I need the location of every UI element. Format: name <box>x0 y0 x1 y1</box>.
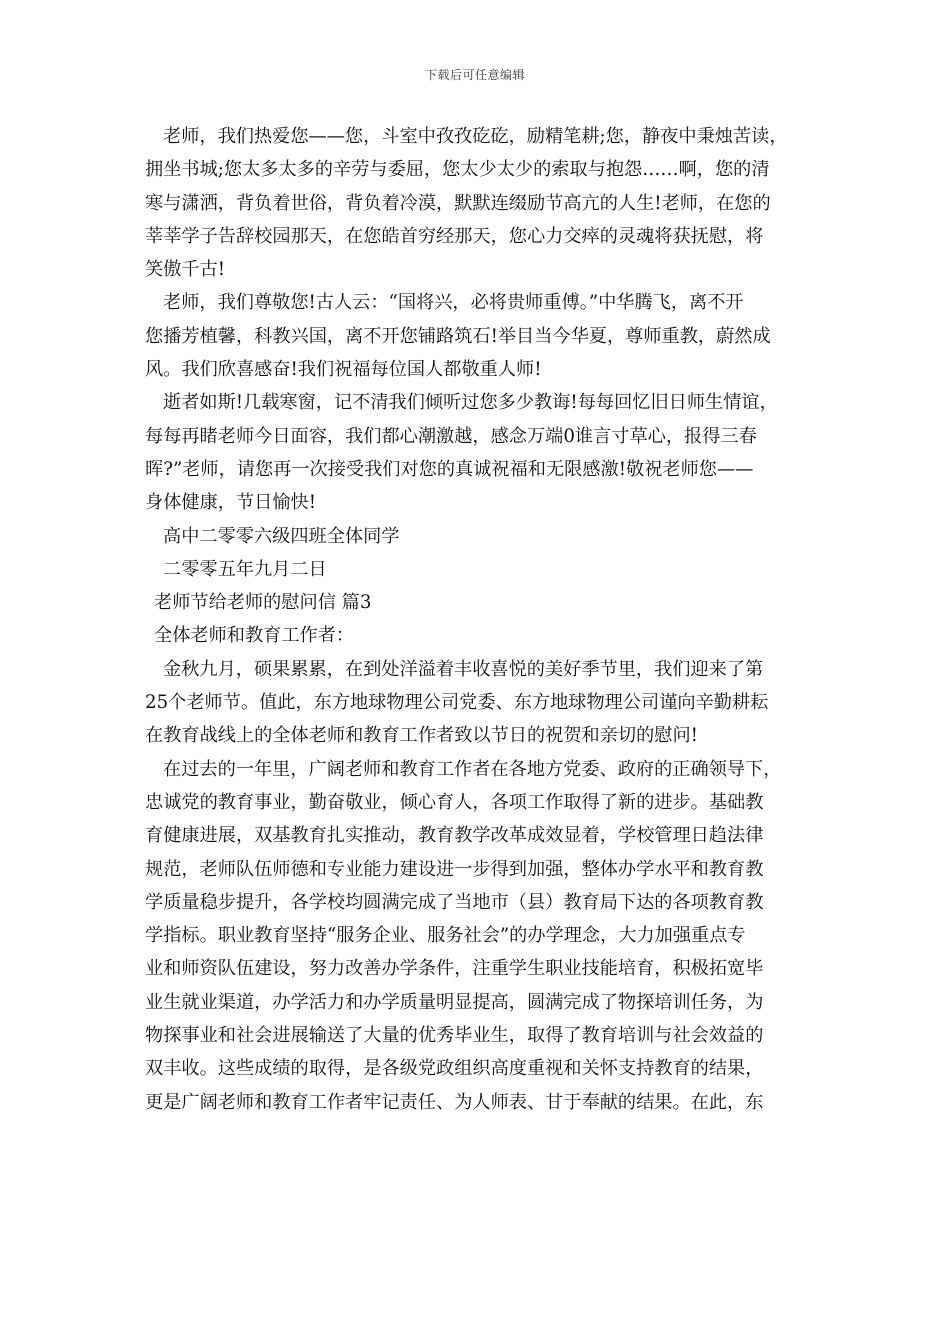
text-line: 晖?”老师，请您再一次接受我们对您的真诚祝福和无限感激!敬祝老师您—— <box>145 458 754 480</box>
text-line: 寒与潇洒，背负着世俗，背负着冷漠，默默连缀励节高亢的人生!老师，在您的 <box>145 192 771 214</box>
text-line: 忠诚党的教育事业，勤奋敬业，倾心育人，各项工作取得了新的进步。基础教 <box>145 791 764 813</box>
text-line: 更是广阔老师和教育工作者牢记责任、为人师表、甘于奉献的结果。在此，东 <box>145 1091 764 1113</box>
text-line: 业和师资队伍建设，努力改善办学条件，注重学生职业技能培育，积极拓宽毕 <box>145 958 764 980</box>
date-line: 二零零五年九月二日 <box>163 558 327 580</box>
text-line: 物探事业和社会进展输送了大量的优秀毕业生，取得了教育培训与社会效益的 <box>145 1025 764 1047</box>
text-line: 学指标。职业教育坚持“服务企业、服务社会”的办学理念，大力加强重点专 <box>145 925 746 947</box>
text-line: 业生就业渠道，办学活力和办学质量明显提高，圆满完成了物探培训任务，为 <box>145 991 764 1013</box>
salutation-line: 全体老师和教育工作者： <box>154 625 355 647</box>
text-line: 逝者如斯!几载寒窗，记不清我们倾听过您多少教诲!每每回忆旧日师生情谊， <box>163 392 778 414</box>
section-title: 老师节给老师的慰问信 篇3 <box>154 592 372 614</box>
text-line: 风。我们欣喜感奋!我们祝福每位国人都敬重人师! <box>145 359 542 381</box>
text-line: 老师，我们尊敬您!古人云：“国将兴，必将贵师重傅。”中华腾飞，离不开 <box>163 292 744 314</box>
text-line: 规范，老师队伍师德和专业能力建设进一步得到加强，整体办学水平和教育教 <box>145 858 764 880</box>
text-line: 老师，我们热爱您——您，斗室中孜孜矻矻，励精笔耕;您，静夜中秉烛苦读， <box>163 126 788 147</box>
text-line: 拥坐书城;您太多太多的辛劳与委屈，您太少太少的索取与抱怨……啊，您的清 <box>145 159 770 181</box>
text-line: 身体健康，节日愉快! <box>145 492 316 514</box>
text-line: 在过去的一年里，广阔老师和教育工作者在各地方党委、政府的正确领导下， <box>163 758 782 780</box>
text-line: 每每再睹老师今日面容，我们都心潮激越，感念万端0谁言寸草心，报得三春 <box>145 425 757 447</box>
document-body <box>145 120 825 1119</box>
text-line: 学质量稳步提升，各学校均圆满完成了当地市（县）教育局下达的各项教育教 <box>145 891 764 913</box>
text-line: 莘莘学子告辞校园那天，在您皓首穷经那天，您心力交瘁的灵魂将获抚慰，将 <box>145 225 764 247</box>
text-line: 金秋九月，硕果累累，在到处洋溢着丰收喜悦的美好季节里，我们迎来了第 <box>163 658 764 680</box>
text-line: 25个老师节。值此，东方地球物理公司党委、东方地球物理公司谨向辛勤耕耘 <box>145 692 769 714</box>
text-line: 双丰收。这些成绩的取得，是各级党政组织高度重视和关怀支持教育的结果， <box>145 1058 764 1080</box>
page-header: 下载后可任意编辑 <box>424 68 525 82</box>
text-line: 您播芳植馨，科教兴国，离不开您铺路筑石!举目当今华夏，尊师重教，蔚然成 <box>145 325 771 347</box>
text-line: 在教育战线上的全体老师和教育工作者致以节日的祝贺和亲切的慰问! <box>145 725 698 747</box>
text-line: 笑傲千古! <box>145 259 226 281</box>
text-line: 育健康进展，双基教育扎实推动，教育教学改革成效显着，学校管理日趋法律 <box>145 825 764 847</box>
signature-line: 高中二零零六级四班全体同学 <box>163 525 400 547</box>
